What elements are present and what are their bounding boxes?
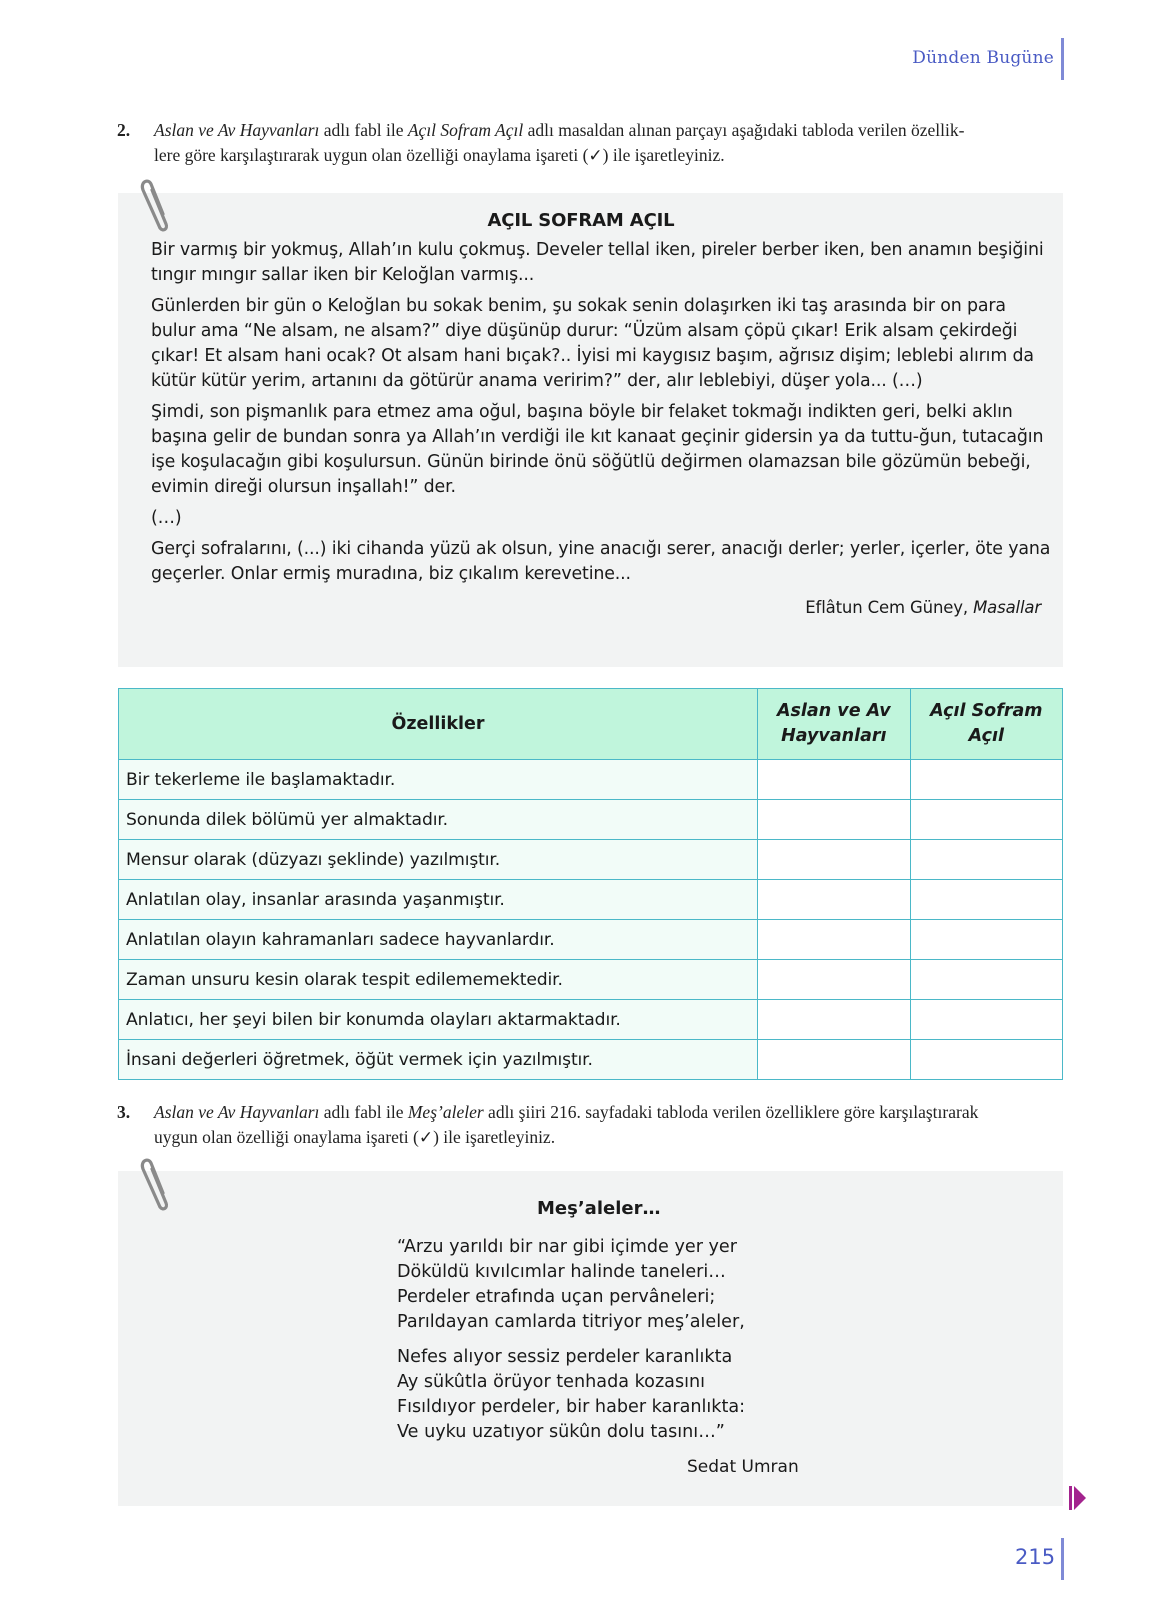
feature-cell: Anlatıcı, her şeyi bilen bir konumda olayları aktarmaktadır.	[119, 1000, 758, 1040]
question-text: uygun olan özelliği onaylama işareti (	[154, 1127, 419, 1147]
question-text: lere göre karşılaştırarak uygun olan özelliği onaylama işareti (	[154, 145, 589, 165]
check-cell-aslan[interactable]	[758, 800, 911, 840]
poem	[397, 1196, 897, 1480]
question-2	[117, 118, 1072, 169]
story-paragraph: Günlerden bir gün o Keloğlan bu sokak benim, şu sokak senin dolaşırken iki taş arasında bir on para bulur ama “Ne alsam, ne alsam?” diye düşünüp durur: “Üzüm alsam çöpü çıkar! Erik alsam çekirdeği çıkar! Et alsam hani ocak? Ot alsam hani bıçak?.. İyisi mi kaygısız başım, ağrısız dişim; leblebi alırım da kütür kütür yerim, artanını da götürür anama veririm?” der, alır leblebiyi, düşer yola... (…)	[151, 296, 1034, 391]
poem-line: Nefes alıyor sessiz perdeler karanlıkta	[397, 1347, 733, 1367]
question-number: 2.	[117, 120, 131, 140]
question-text: adlı fabl ile	[319, 1102, 408, 1122]
question-number: 3.	[117, 1102, 131, 1122]
story-source	[151, 595, 1051, 620]
check-cell-aslan[interactable]	[758, 920, 911, 960]
check-cell-acil-sofram[interactable]	[910, 800, 1062, 840]
check-cell-acil-sofram[interactable]	[910, 920, 1062, 960]
feature-cell: İnsani değerleri öğretmek, öğüt vermek için yazılmıştır.	[119, 1040, 758, 1080]
comparison-table	[118, 688, 1063, 1080]
check-cell-aslan[interactable]	[758, 840, 911, 880]
header-acil-sofram: Açıl Sofram Açıl	[910, 689, 1062, 760]
feature-cell: Anlatılan olayın kahramanları sadece hayvanlardır.	[119, 920, 758, 960]
header-divider	[1061, 38, 1064, 80]
feature-cell: Anlatılan olay, insanlar arasında yaşanmıştır.	[119, 880, 758, 920]
poem-line: Döküldü kıvılcımlar halinde taneleri…	[397, 1262, 726, 1282]
work-title: Aslan ve Av Hayvanları	[154, 1102, 320, 1122]
poem-line: Perdeler etrafında uçan pervâneleri;	[397, 1287, 716, 1307]
checkmark-icon: ✓	[418, 1128, 434, 1148]
poem-line: Fısıldıyor perdeler, bir haber karanlıkta:	[397, 1397, 746, 1417]
table-row	[119, 1040, 1063, 1080]
source-book: Masallar	[973, 598, 1041, 617]
checkmark-icon: ✓	[588, 146, 603, 166]
story-text	[151, 208, 1051, 620]
check-cell-acil-sofram[interactable]	[910, 880, 1062, 920]
check-cell-acil-sofram[interactable]	[910, 760, 1062, 800]
feature-cell: Mensur olarak (düzyazı şeklinde) yazılmıştır.	[119, 840, 758, 880]
feature-cell: Bir tekerleme ile başlamaktadır.	[119, 760, 758, 800]
poem-line: Ay sükûtla örüyor tenhada kozasını	[397, 1372, 706, 1392]
work-title: Açıl Sofram Açıl	[407, 120, 524, 140]
check-cell-acil-sofram[interactable]	[910, 960, 1062, 1000]
section-title: Dünden Bugüne	[912, 48, 1054, 68]
footer-divider	[1061, 1538, 1064, 1580]
check-cell-aslan[interactable]	[758, 960, 911, 1000]
check-cell-aslan[interactable]	[758, 880, 911, 920]
story-title: AÇIL SOFRAM AÇIL	[487, 210, 675, 231]
work-title: Aslan ve Av Hayvanları	[154, 120, 320, 140]
check-cell-acil-sofram[interactable]	[910, 1000, 1062, 1040]
question-text: adlı fabl ile	[319, 120, 408, 140]
table-header-row	[119, 689, 1063, 760]
feature-cell: Sonunda dilek bölümü yer almaktadır.	[119, 800, 758, 840]
poem-line: Parıldayan camlarda titriyor meş’aleler,	[397, 1312, 745, 1332]
work-title: Meş’aleler	[407, 1102, 484, 1122]
paperclip-icon	[136, 1155, 176, 1213]
poem-stanza	[397, 1235, 897, 1335]
source-author: Eflâtun Cem Güney,	[805, 598, 974, 617]
table-row	[119, 920, 1063, 960]
question-text: adlı masaldan alınan parçayı aşağıdaki tabloda verilen özellik-	[523, 120, 965, 140]
table-row	[119, 840, 1063, 880]
story-paragraph: (…)	[151, 508, 182, 528]
feature-cell: Zaman unsuru kesin olarak tespit edilememektedir.	[119, 960, 758, 1000]
header-features: Özellikler	[119, 689, 758, 760]
table-row	[119, 1000, 1063, 1040]
check-cell-aslan[interactable]	[758, 760, 911, 800]
table-row	[119, 760, 1063, 800]
next-page-arrow-icon	[1069, 1485, 1087, 1511]
header-aslan: Aslan ve Av Hayvanları	[758, 689, 911, 760]
table-row	[119, 880, 1063, 920]
question-text: adlı şiiri 216. sayfadaki tabloda verilen özelliklere göre karşılaştırarak	[483, 1102, 979, 1122]
check-cell-aslan[interactable]	[758, 1000, 911, 1040]
story-paragraph: Bir varmış bir yokmuş, Allah’ın kulu çokmuş. Develer tellal iken, pireler berber iken, ben anamın beşiğini tıngır mıngır sallar iken bir Keloğlan varmış...	[151, 240, 1044, 285]
check-cell-aslan[interactable]	[758, 1040, 911, 1080]
check-cell-acil-sofram[interactable]	[910, 1040, 1062, 1080]
check-cell-acil-sofram[interactable]	[910, 840, 1062, 880]
story-paragraph: Gerçi sofralarını, (...) iki cihanda yüzü ak olsun, yine anacığı serer, anacığı derler; yerler, içerler, öte yana geçerler. Onlar ermiş muradına, biz çıkalım kerevetine...	[151, 539, 1051, 584]
page-number: 215	[1015, 1545, 1056, 1569]
table-row	[119, 960, 1063, 1000]
table-row	[119, 800, 1063, 840]
question-text: ) ile işaretleyiniz.	[602, 145, 725, 165]
poem-author: Sedat Umran	[687, 1457, 799, 1477]
poem-line: Ve uyku uzatıyor sükûn dolu tasını…”	[397, 1422, 725, 1442]
question-text: ) ile işaretleyiniz.	[433, 1127, 556, 1147]
poem-line: “Arzu yarıldı bir nar gibi içimde yer yer	[397, 1237, 737, 1257]
question-3	[117, 1100, 1072, 1151]
story-paragraph: Şimdi, son pişmanlık para etmez ama oğul, başına böyle bir felaket tokmağı indikten geri, belki aklın başına gelir de bundan sonra ya Allah’ın verdiği ile kıt kanaat geçinir gidersin ya da tuttu-ğun, tutacağın işe koşulacağın gibi koşulursun. Günün birinde önü söğütlü değirmen olamazsan bile gözümün bebeği, evimin direği olursun inşallah!” der.	[151, 402, 1044, 497]
poem-title: Meş’aleler…	[537, 1198, 661, 1219]
poem-stanza	[397, 1345, 897, 1445]
